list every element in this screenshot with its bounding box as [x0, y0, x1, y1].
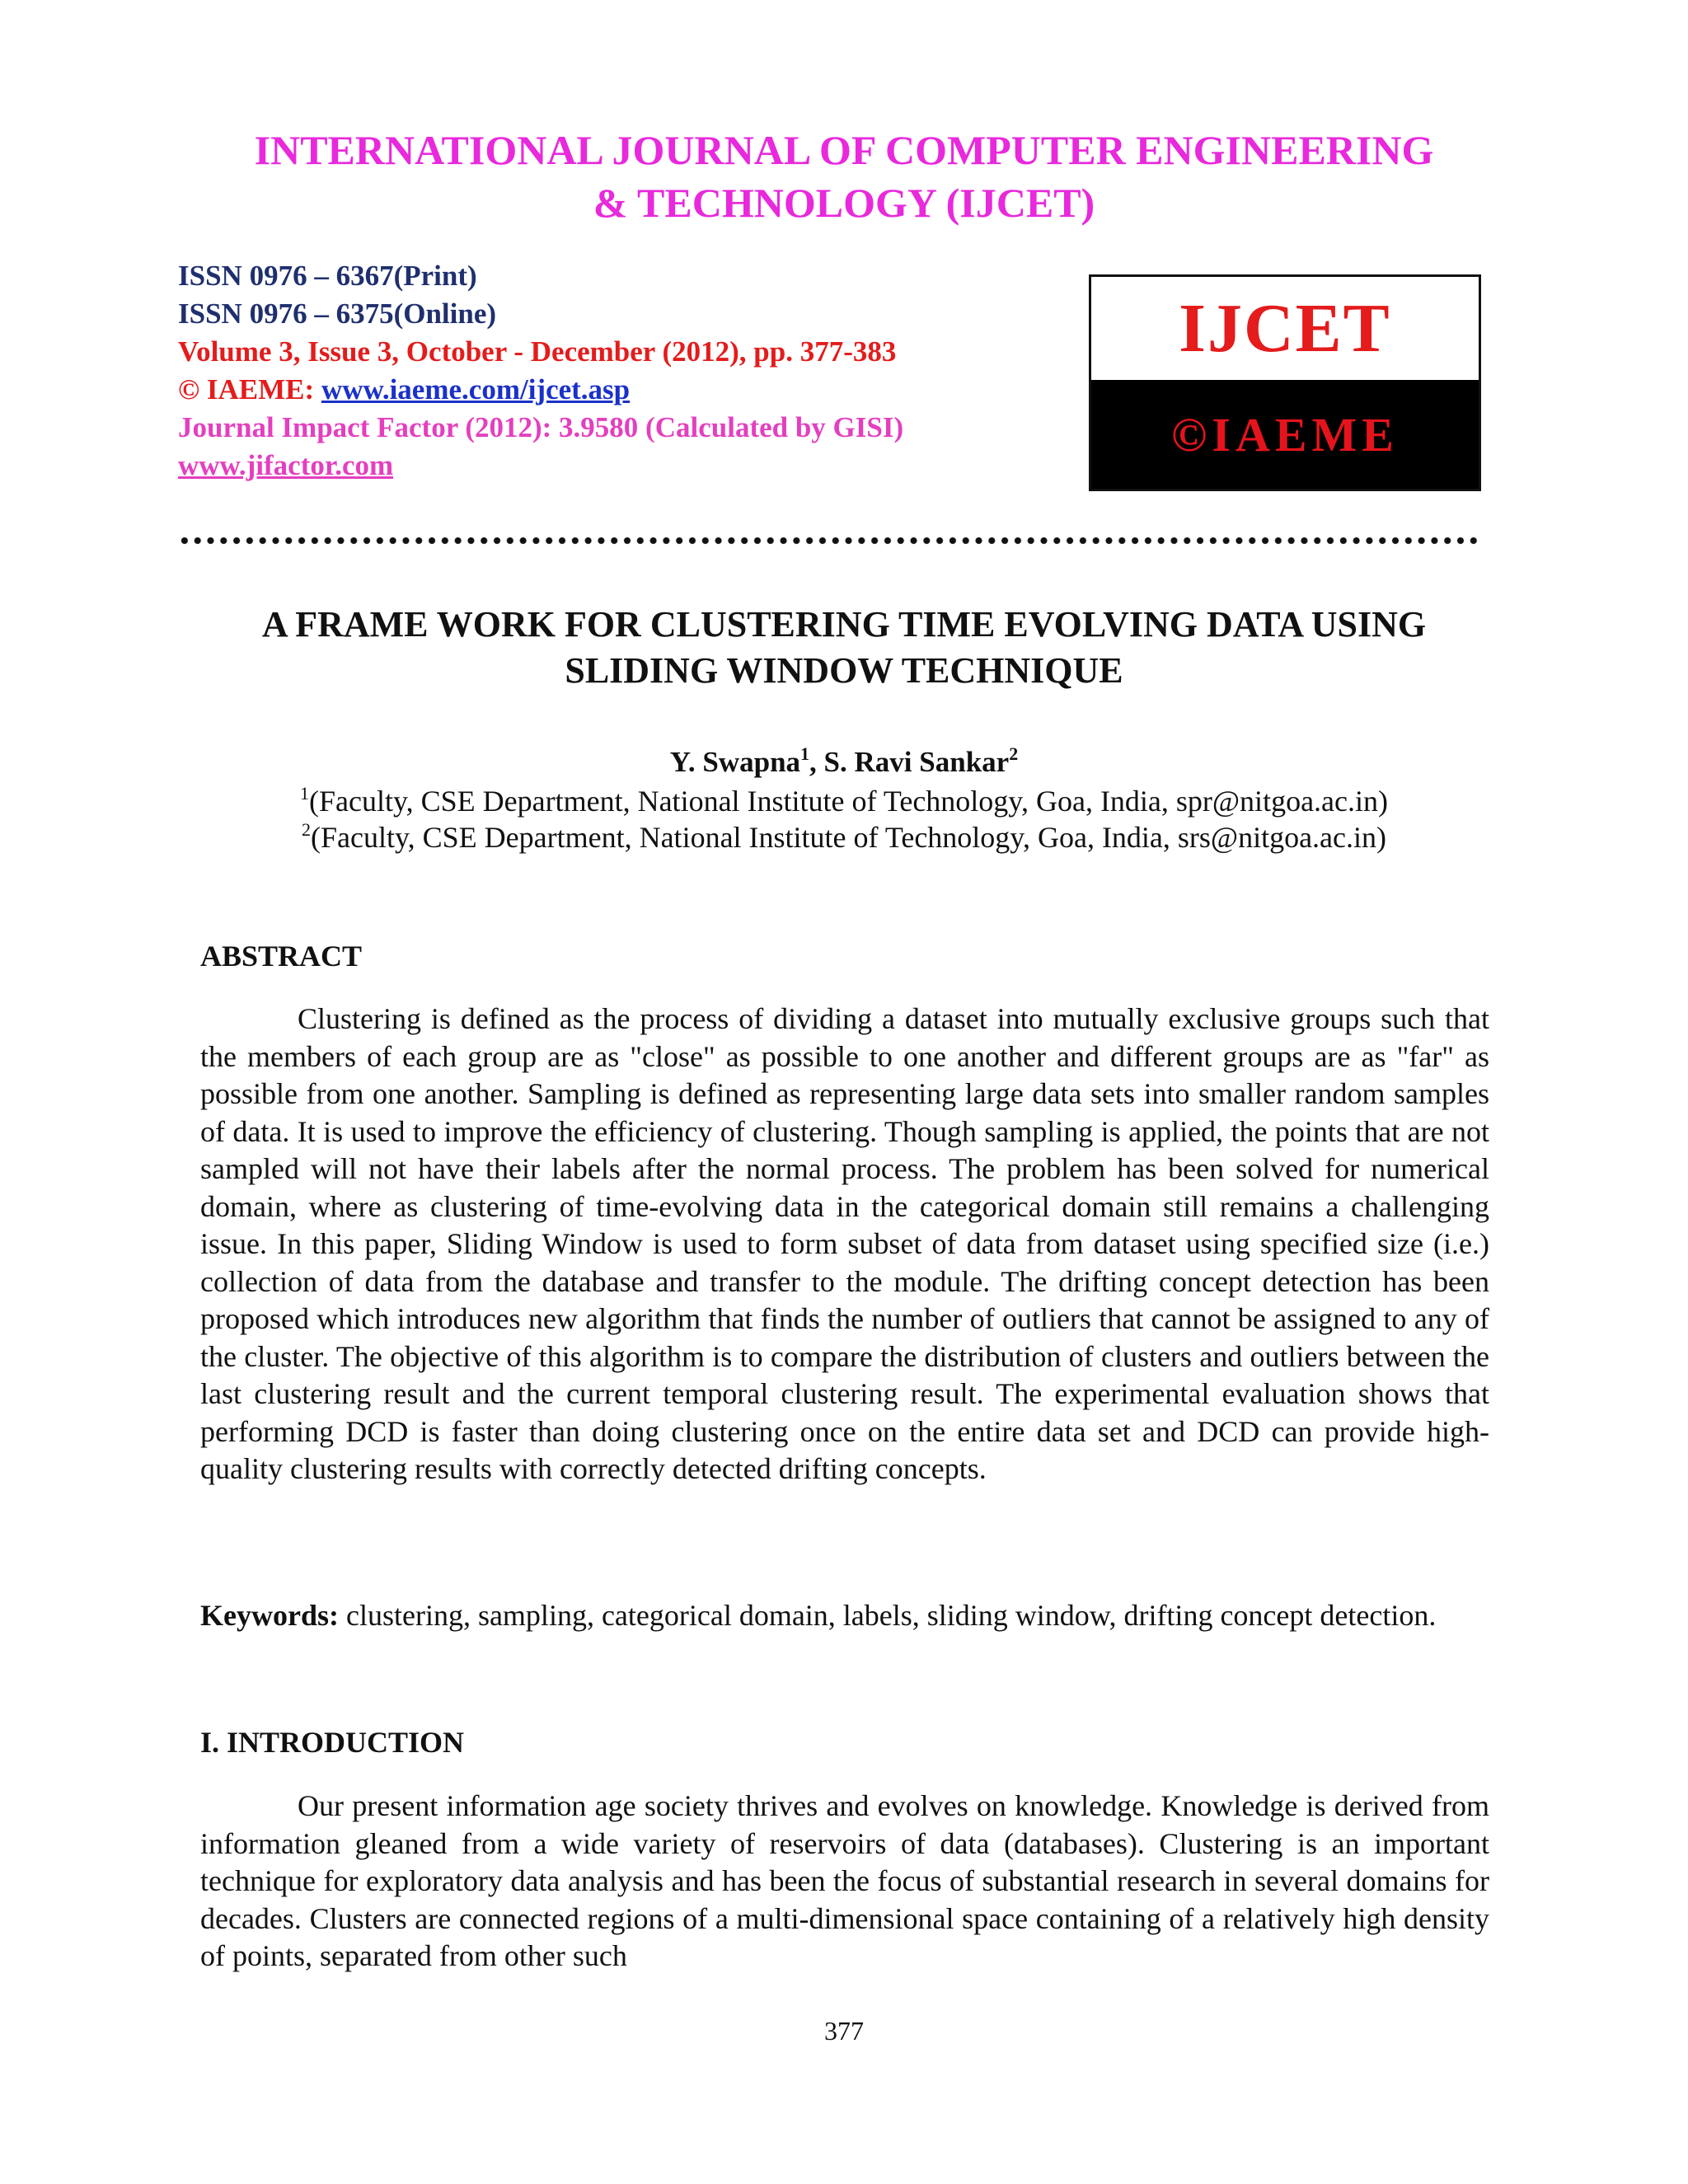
abstract-heading: ABSTRACT — [200, 940, 363, 972]
issn-online: ISSN 0976 – 6375(Online) — [178, 298, 497, 330]
abstract-text: Clustering is defined as the process of dividing a dataset into mutually exclusive groups such that the members of each group are as "close" as possible to one another and different groups are as "far" as possible from one another. Sampling is defined as representing large data sets into smaller random samples of data. It is used to improve the efficiency of clustering. Though sampling is applied, the points that are not sampled will not have their labels after the normal process. The problem has been solved for numerical domain, where as clustering of time-evolving data in the categorical domain still remains a challenging issue. In this paper, Sliding Window is used to form subset of data from dataset using specified size (i.e.) collection of data from the database and transfer to the module. The drifting concept detection has been proposed which introduces new algorithm that finds the number of outliers that cannot be assigned to any of the cluster. The objective of this algorithm is to compare the distribution of clusters and outliers between the last clustering result and the current temporal clustering result. The experimental evaluation shows that performing DCD is faster than doing clustering once on the entire data set and DCD can provide high-quality clustering results with correctly detected drifting concepts. — [200, 1002, 1489, 1485]
affiliation-mark: 2 — [302, 819, 311, 840]
impact-factor: Journal Impact Factor (2012): 3.9580 (Calculated by GISI) — [178, 411, 904, 443]
affiliation-text: (Faculty, CSE Department, National Institute of Technology, Goa, India, srs@nitgoa.ac.in) — [311, 821, 1386, 854]
paper-title — [0, 602, 1688, 694]
page-number: 377 — [824, 2016, 864, 2046]
author-name: Y. Swapna — [669, 746, 801, 778]
journal-title-line2: & TECHNOLOGY (IJCET) — [593, 180, 1095, 226]
author-affiliation-mark: 1 — [800, 743, 810, 764]
introduction-text: Our present information age society thrives and evolves on knowledge. Knowledge is derived from information gleaned from a wide variety of reservoirs of data (databases). Clustering is an important technique for exploratory data analysis and has been the focus of substantial research in several domains for decades. Clusters are connected regions of a multi-dimensional space containing of a relatively high density of points, separated from other such — [200, 1789, 1489, 1972]
dotted-divider — [178, 536, 1480, 546]
journal-title — [0, 124, 1688, 229]
logo-title: IJCET — [1179, 290, 1391, 367]
iaeme-prefix: © IAEME: — [178, 373, 321, 405]
author-name: S. Ravi Sankar — [823, 746, 1010, 778]
jifactor-link[interactable]: www.jifactor.com — [178, 449, 394, 481]
affiliation-1 — [0, 783, 1688, 819]
paper-title-line2: SLIDING WINDOW TECHNIQUE — [565, 650, 1123, 691]
volume-info: Volume 3, Issue 3, October - December (2012), pp. 377-383 — [178, 335, 897, 368]
affiliation-mark: 1 — [300, 783, 309, 804]
affiliation-2 — [0, 819, 1688, 855]
affiliation-text: (Faculty, CSE Department, National Institute of Technology, Goa, India, spr@nitgoa.ac.in) — [309, 785, 1388, 818]
journal-title-line1: INTERNATIONAL JOURNAL OF COMPUTER ENGINEERING — [254, 127, 1434, 173]
publication-meta — [178, 257, 903, 485]
iaeme-link[interactable]: www.iaeme.com/ijcet.asp — [321, 373, 631, 405]
author-affiliation-mark: 2 — [1009, 743, 1019, 764]
iaeme-line — [178, 371, 903, 409]
author-separator: , — [809, 746, 824, 778]
keywords — [200, 1597, 1489, 1635]
keywords-text: clustering, sampling, categorical domain, labels, sliding window, drifting concept detection. — [338, 1599, 1437, 1632]
paper-title-line1: A FRAME WORK FOR CLUSTERING TIME EVOLVING DATA USING — [261, 604, 1427, 644]
issn-print: ISSN 0976 – 6367(Print) — [178, 260, 477, 292]
introduction-heading: I. INTRODUCTION — [200, 1726, 465, 1759]
keywords-label: Keywords: — [200, 1599, 339, 1632]
author-list — [0, 744, 1688, 780]
logo-publisher: ©IAEME — [1091, 380, 1479, 489]
ijcet-logo — [1089, 274, 1481, 491]
